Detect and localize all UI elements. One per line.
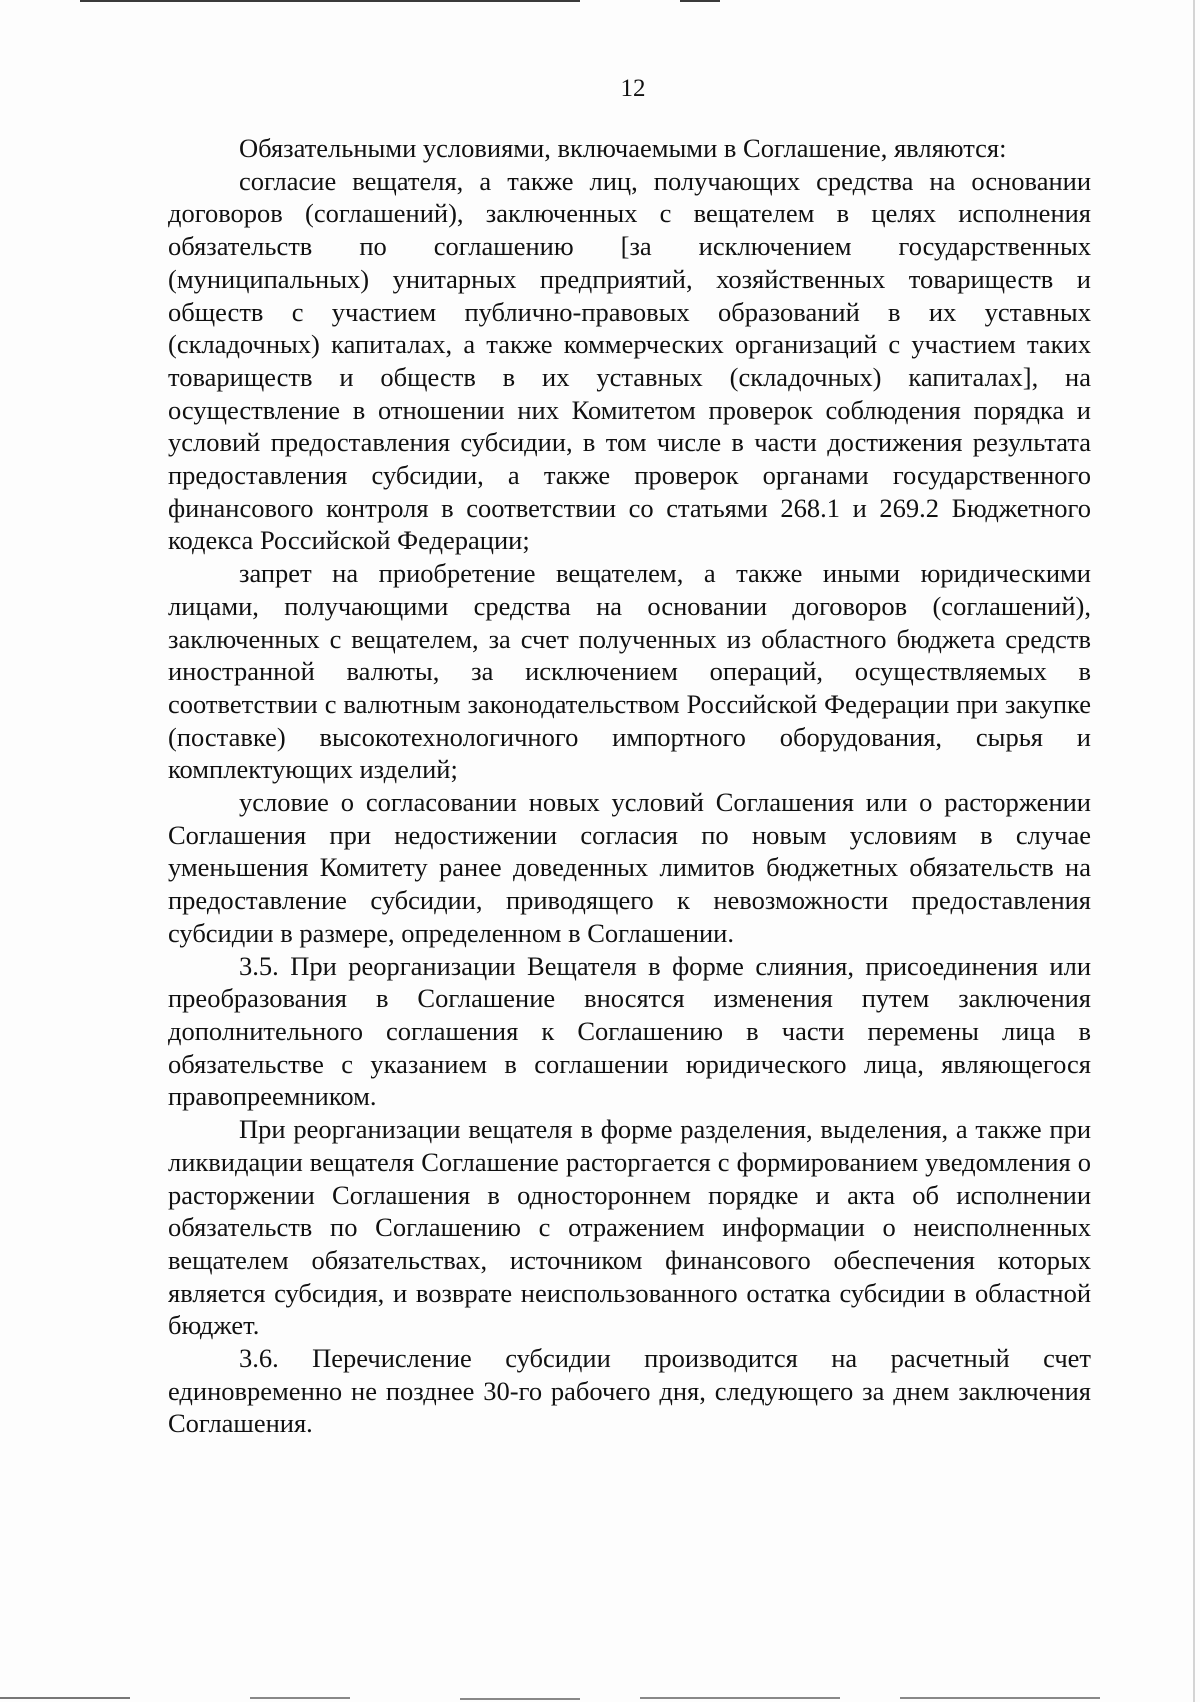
paragraph-section-3-5: 3.5. При реорганизации Вещателя в форме слияния, присоединения или преобразования в Соглашение вносятся изменения путем заключения дополнительного соглашения к Соглашению в части перемены лица в обязательстве с указанием в соглашении юридического лица, являющегося правопреемником. bbox=[168, 950, 1091, 1112]
paragraph-consent-to-inspections: согласие вещателя, а также лиц, получающих средства на основании договоров (соглашений), заключенных с вещателем в целях исполнения обязательств по соглашению [за исключением государственных (муниципальных) унитарных предприятий, хозяйственных товариществ и обществ с участием публично-правовых образований в их уставных (складочных) капиталах, а также коммерческих организаций с участием таких товариществ и обществ в их уставных (складочных) капиталах], на осуществление в отношении них Комитетом проверок соблюдения порядка и условий предоставления субсидии, в том числе в части достижения результата предоставления субсидии, а также проверок органами государственного финансового контроля в соответствии со статьями 268.1 и 269.2 Бюджетного кодекса Российской Федерации; bbox=[168, 165, 1091, 556]
page-number: 12 bbox=[620, 75, 646, 102]
paragraph-section-3-6: 3.6. Перечисление субсидии производится на расчетный счет единовременно не позднее 30-го рабочего дня, следующего за днем заключения Соглашения. bbox=[168, 1343, 1091, 1439]
paragraph-mandatory-conditions: Обязательными условиями, включаемыми в Соглашение, являются: bbox=[239, 133, 1007, 163]
paragraph-new-conditions: условие о согласовании новых условий Соглашения или о расторжении Соглашения при недостижении согласия по новым условиям в случае уменьшения Комитету ранее доведенных лимитов бюджетных обязательств на предоставление субсидии, приводящего к невозможности предоставления субсидии в размере, определенном в Соглашении. bbox=[168, 787, 1091, 948]
scan-edge-top bbox=[80, 0, 580, 2]
paragraph-reorganization-termination: При реорганизации вещателя в форме разделения, выделения, а также при ликвидации вещателя Соглашение расторгается с формированием уведомления о расторжении Соглашения в одностороннем порядке и акта об исполнении обязательств по Соглашению с отражением информации о неисполненных вещателем обязательствах, источником финансового обеспечения которых является субсидия, и возврате неиспользованного остатка субсидии в областной бюджет. bbox=[168, 1114, 1091, 1341]
paragraph-currency-ban: запрет на приобретение вещателем, а также иными юридическими лицами, получающими средства на основании договоров (соглашений), заключенных с вещателем, за счет полученных из областного бюджета средств иностранной валюты, за исключением операций, осуществляемых в соответствии с валютным законодательством Российской Федерации при закупке (поставке) высокотехнологичного импортного оборудования, сырья и комплектующих изделий; bbox=[168, 558, 1091, 785]
scan-edge-bottom bbox=[640, 1697, 840, 1699]
scan-edge-bottom bbox=[0, 1697, 130, 1699]
scan-edge-bottom bbox=[460, 1698, 580, 1700]
scan-edge-bottom bbox=[900, 1697, 1100, 1699]
scan-edge-right bbox=[1193, 0, 1195, 1702]
scan-edge-bottom bbox=[250, 1697, 350, 1699]
scan-edge-top-fragment bbox=[680, 0, 720, 2]
document-body bbox=[168, 132, 1091, 1440]
